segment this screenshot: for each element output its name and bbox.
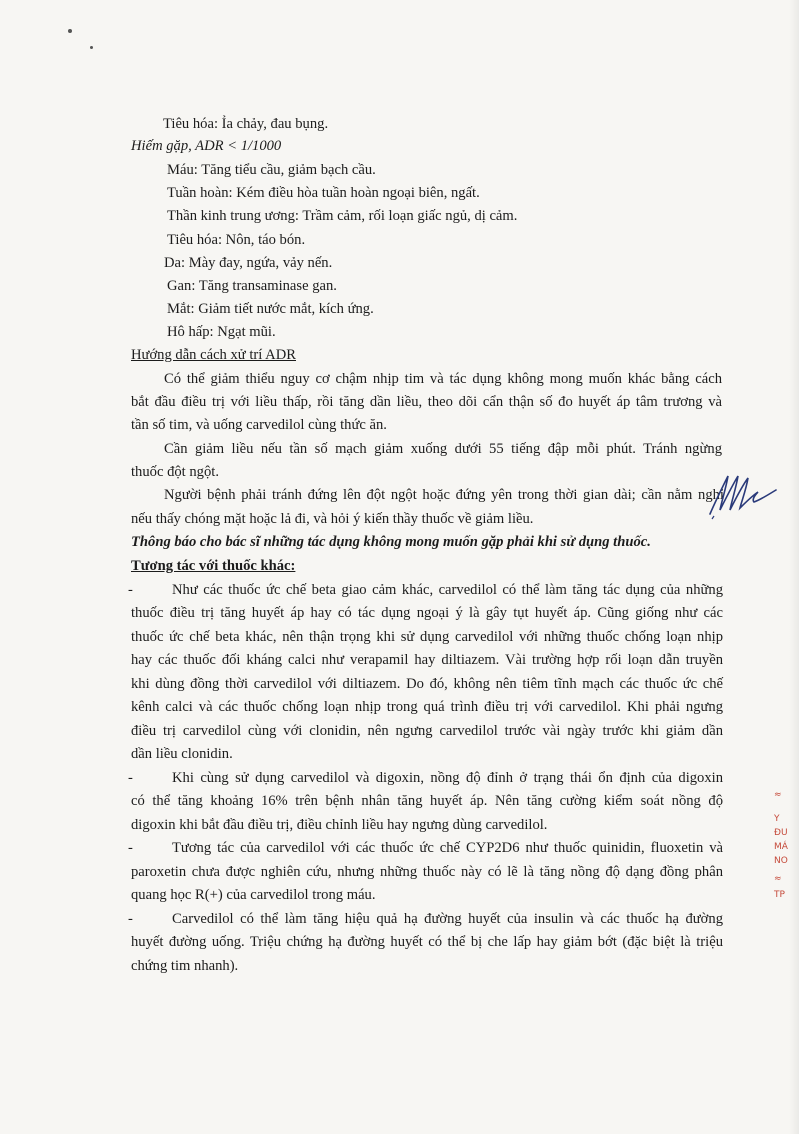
- text-line: Mắt: Giảm tiết nước mắt, kích ứng.: [167, 301, 374, 317]
- notice-line: Thông báo cho bác sĩ những tác dụng không mong muốn gặp phải khi sử dụng thuốc.: [131, 534, 651, 550]
- scan-speck: [68, 29, 72, 33]
- text-line: nếu thấy chóng mặt hoặc lả đi, và hỏi ý kiến thầy thuốc về giảm liều.: [131, 511, 534, 527]
- stamp-fragment: Y: [774, 814, 780, 824]
- text-line: điều trị carvedilol cùng với clonidin, nên ngưng carvedilol trước vài ngày trước khi giảm dần: [131, 723, 723, 739]
- text-line: hay các thuốc đối kháng calci như verapamil hay diltiazem. Vài trường hợp rối loạn dẫn truyền: [131, 652, 723, 668]
- text-line: Khi cùng sử dụng carvedilol và digoxin, nồng độ đỉnh ở trạng thái ổn định của digoxin: [172, 770, 723, 786]
- stamp-fragment: MÁ: [774, 842, 788, 852]
- list-dash: -: [128, 911, 133, 927]
- text-line: digoxin khi bắt đầu điều trị, điều chỉnh liều hay ngưng dùng carvedilol.: [131, 817, 548, 833]
- stamp-fragment: ≈: [774, 874, 782, 884]
- text-line: Có thể giảm thiểu nguy cơ chậm nhịp tim và tác dụng không mong muốn khác bằng cách: [164, 371, 722, 387]
- handwritten-signature: [706, 470, 780, 520]
- text-line: thuốc điều trị tăng huyết áp hay có tác dụng ngoại ý là gây tụt huyết áp. Cũng giống như các: [131, 605, 723, 621]
- text-line: dần liều clonidin.: [131, 746, 233, 762]
- stamp-fragment: ĐU: [774, 828, 788, 838]
- text-line: quang học R(+) của carvedilol trong máu.: [131, 887, 376, 903]
- text-line: thuốc ức chế beta khác, nên thận trọng khi sử dụng carvedilol với những thuốc chống loạn nhịp: [131, 629, 723, 645]
- section-subheading: Hiếm gặp, ADR < 1/1000: [131, 138, 282, 154]
- stamp-fragment: TP: [774, 890, 785, 900]
- scan-speck: [90, 46, 93, 49]
- stamp-fragment: NO: [774, 856, 788, 866]
- text-line: Tiêu hóa: Nôn, táo bón.: [167, 232, 306, 248]
- stamp-fragment: ≈: [774, 790, 782, 800]
- text-line: bắt đầu điều trị với liều thấp, rồi tăng dần liều, theo dõi cẩn thận số đo huyết áp tâm trương và: [131, 394, 722, 410]
- text-line: Thần kinh trung ương: Trầm cảm, rối loạn giấc ngủ, dị cảm.: [167, 208, 518, 224]
- list-dash: -: [128, 582, 133, 598]
- text-line: Gan: Tăng transaminase gan.: [167, 278, 337, 294]
- page-edge-shadow: [789, 0, 799, 1134]
- text-line: Da: Mày đay, ngứa, vảy nến.: [164, 255, 333, 271]
- text-line: Tuần hoàn: Kém điều hòa tuần hoàn ngoại biên, ngất.: [167, 185, 480, 201]
- text-line: Tương tác của carvedilol với các thuốc ức chế CYP2D6 như thuốc quinidin, fluoxetin và: [172, 840, 723, 856]
- section-heading-interactions: Tương tác với thuốc khác:: [131, 558, 296, 574]
- text-line: Carvedilol có thể làm tăng hiệu quả hạ đường huyết của insulin và các thuốc hạ đường: [172, 911, 723, 927]
- list-dash: -: [128, 840, 133, 856]
- text-line: kênh calci và các thuốc chống loạn nhịp trong quá trình điều trị với carvedilol. Khi phải ngưng: [131, 699, 723, 715]
- text-line: huyết đường uống. Triệu chứng hạ đường huyết có thể bị che lấp hay giảm bớt (đặc biệt là triệu: [131, 934, 723, 950]
- text-line: chứng tim nhanh).: [131, 958, 239, 974]
- text-line: thuốc đột ngột.: [131, 464, 219, 480]
- text-line: khi dùng đồng thời carvedilol với diltiazem. Do đó, không nên tiêm tĩnh mạch các thuốc ức chế: [131, 676, 723, 692]
- text-line: Cần giảm liều nếu tần số mạch giảm xuống dưới 55 tiếng đập mỗi phút. Tránh ngừng: [164, 441, 722, 457]
- list-dash: -: [128, 770, 133, 786]
- section-heading-adr-management: Hướng dẫn cách xử trí ADR: [131, 347, 296, 363]
- text-line: có thể tăng khoảng 16% trên bệnh nhân tăng huyết áp. Nên tăng cường kiểm soát nồng độ: [131, 793, 723, 809]
- text-line: Tiêu hóa: Ỉa chảy, đau bụng.: [163, 116, 329, 132]
- text-line: Như các thuốc ức chế beta giao cảm khác, carvedilol có thể làm tăng tác dụng của những: [172, 582, 723, 598]
- text-line: Người bệnh phải tránh đứng lên đột ngột hoặc đứng yên trong thời gian dài; cần nằm nghỉ: [164, 487, 724, 503]
- text-line: Máu: Tăng tiểu cầu, giảm bạch cầu.: [167, 162, 376, 178]
- text-line: paroxetin chưa được nghiên cứu, nhưng những thuốc này có lẽ là tăng nồng độ dạng đồng phân: [131, 864, 723, 880]
- text-line: tần số tim, và uống carvedilol cùng thức ăn.: [131, 417, 387, 433]
- text-line: Hô hấp: Ngạt mũi.: [167, 324, 276, 340]
